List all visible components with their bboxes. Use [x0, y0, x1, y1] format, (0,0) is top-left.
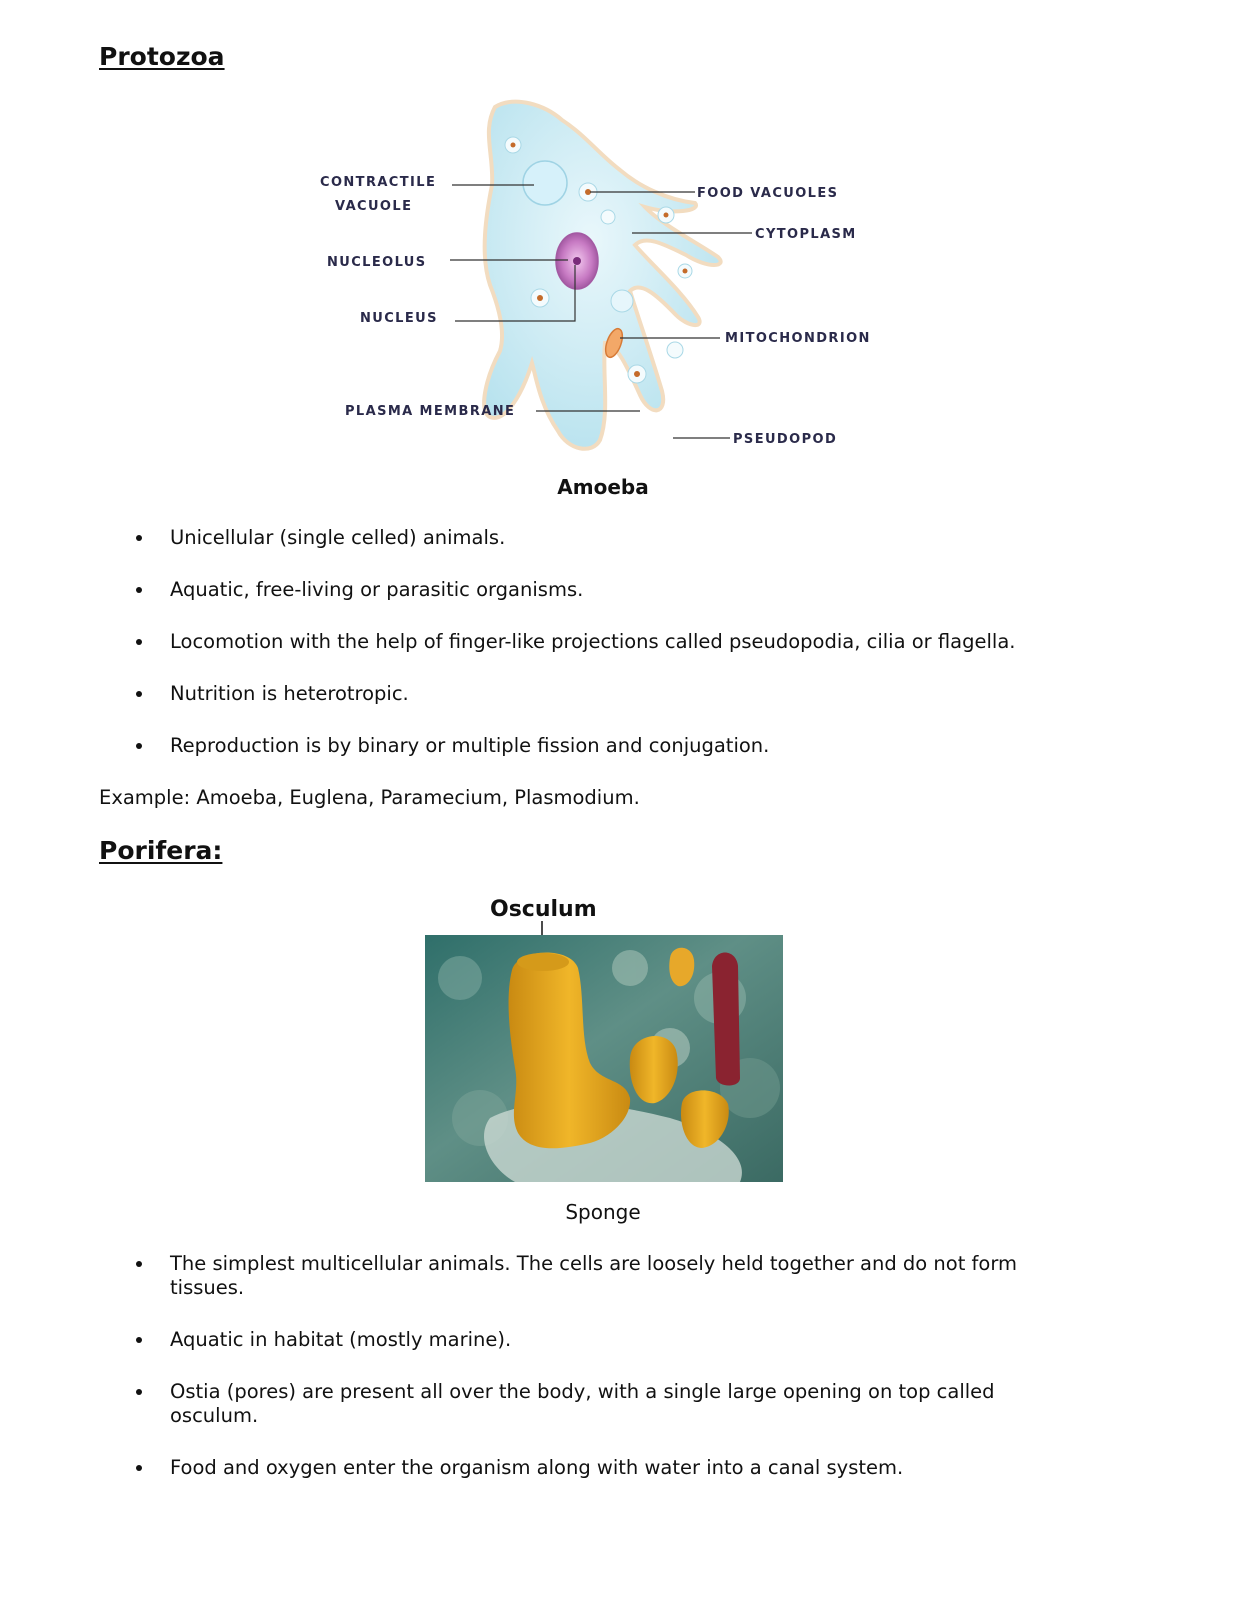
osculum-label: Osculum [490, 897, 597, 922]
porifera-heading: Porifera: [99, 836, 223, 865]
list-item: Aquatic in habitat (mostly marine). [170, 1328, 1050, 1352]
sponge-caption: Sponge [565, 1200, 641, 1224]
list-item: The simplest multicellular animals. The cells are loosely held together and do not form tissues. [170, 1252, 1050, 1300]
sponge-photo [420, 888, 790, 1188]
label-pseudopod: PSEUDOPOD [733, 432, 838, 447]
protozoa-example: Example: Amoeba, Euglena, Paramecium, Plasmodium. [99, 786, 640, 809]
protozoa-heading: Protozoa [99, 42, 225, 71]
label-plasma-membrane: PLASMA MEMBRANE [345, 404, 516, 419]
list-item: Ostia (pores) are present all over the body, with a single large opening on top called osculum. [170, 1380, 1050, 1428]
list-item: Locomotion with the help of finger-like projections called pseudopodia, cilia or flagella. [170, 630, 1050, 654]
label-food-vacuoles: FOOD VACUOLES [697, 186, 839, 201]
list-item: Food and oxygen enter the organism along with water into a canal system. [170, 1456, 1050, 1480]
label-contractile: CONTRACTILE [320, 175, 437, 190]
label-nucleus: NUCLEUS [360, 311, 438, 326]
list-item: Nutrition is heterotropic. [170, 682, 1050, 706]
nucleolus [573, 257, 581, 265]
list-item: Aquatic, free-living or parasitic organisms. [170, 578, 1050, 602]
list-item: Unicellular (single celled) animals. [170, 526, 1050, 550]
label-vacuole: VACUOLE [335, 199, 413, 214]
amoeba-diagram [300, 95, 920, 455]
contractile-vacuole [523, 161, 567, 205]
label-nucleolus: NUCLEOLUS [327, 255, 427, 270]
list-item: Reproduction is by binary or multiple fission and conjugation. [170, 734, 1050, 758]
label-mitochondrion: MITOCHONDRION [725, 331, 871, 346]
amoeba-caption: Amoeba [557, 475, 649, 499]
label-cytoplasm: CYTOPLASM [755, 227, 857, 242]
